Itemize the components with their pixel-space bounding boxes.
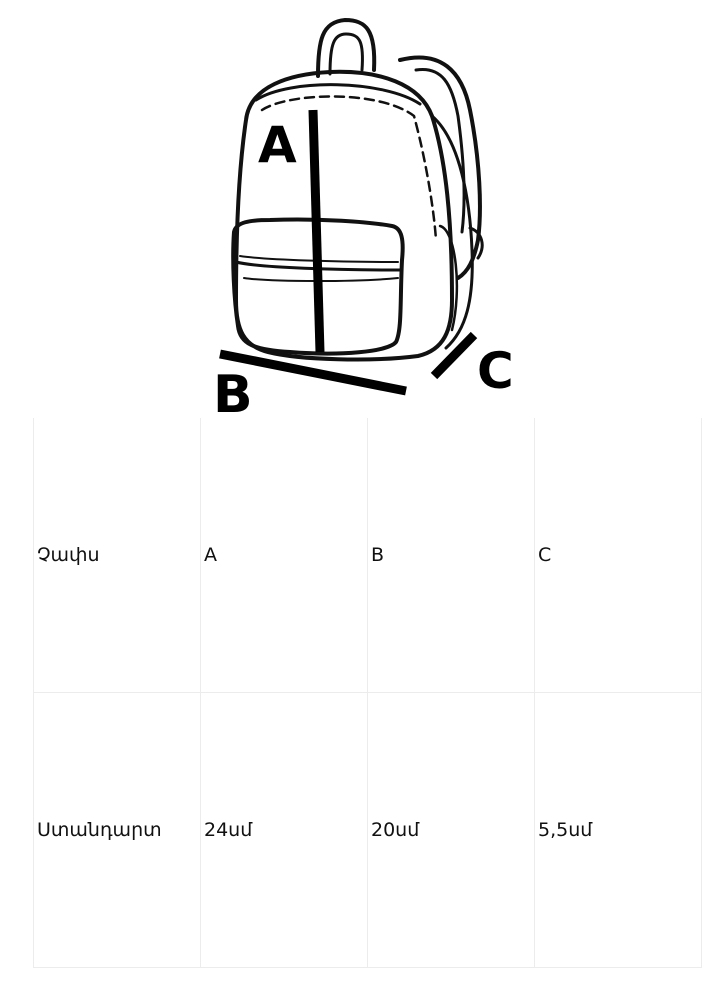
header-a: A (201, 418, 368, 693)
dimension-b-label: B (213, 365, 253, 420)
row-size-name: Ստանդարտ (34, 693, 201, 968)
header-c: C (535, 418, 702, 693)
row-value-c: 5,5սմ (535, 693, 702, 968)
header-b: B (368, 418, 535, 693)
table-row (34, 693, 702, 968)
table-header-row (34, 418, 702, 693)
dimension-a-line (313, 110, 320, 352)
row-value-a: 24սմ (201, 693, 368, 968)
row-value-b: 20սմ (368, 693, 535, 968)
dimension-a-label: A (258, 116, 297, 174)
header-size-label: Չափս (34, 418, 201, 693)
dimension-c-label: C (477, 342, 514, 400)
backpack-dimension-diagram (0, 0, 707, 420)
backpack-icon (233, 20, 482, 359)
size-table (33, 418, 702, 968)
